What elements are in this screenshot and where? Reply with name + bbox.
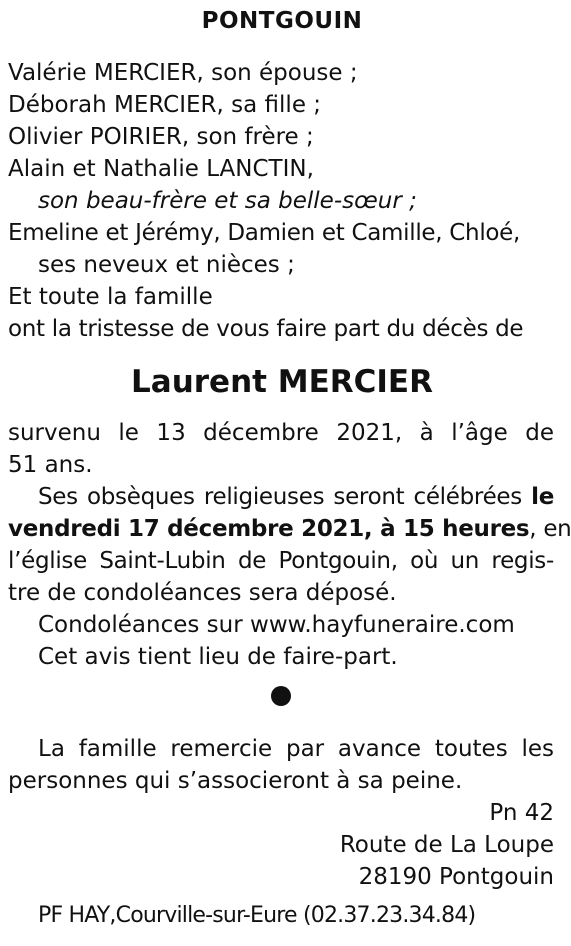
funeral-line-1: [38, 482, 554, 512]
funeral-line-4: tre de condoléances sera déposé.: [8, 580, 397, 606]
family-line-4: Alain et Nathalie LANCTIN,: [8, 156, 314, 182]
family-line-6: Emeline et Jérémy, Damien et Camille, Chloé,: [8, 220, 521, 246]
funeral-text-2: , en: [529, 516, 571, 542]
bullet-separator-icon: [271, 686, 291, 706]
family-line-3: Olivier POIRIER, son frère ;: [8, 124, 314, 150]
funeral-line-2: [8, 514, 571, 544]
family-line-9: ont la tristesse de vous faire part du décès de: [8, 316, 524, 342]
address-line-3: 28190 Pontgouin: [358, 864, 554, 890]
funeral-bold-1: le: [531, 484, 555, 510]
address-line-2: Route de La Loupe: [339, 832, 554, 858]
notice-line: Cet avis tient lieu de faire-part.: [38, 644, 398, 670]
funeral-line-3: l’église Saint-Lubin de Pontgouin, où un regis-: [8, 548, 554, 574]
family-line-5: son beau-frère et sa belle-sœur ;: [38, 188, 417, 214]
deceased-name: Laurent MERCIER: [131, 364, 433, 400]
funeral-text-1: Ses obsèques religieuses seront célébrées: [38, 484, 522, 510]
condolences-line: Condoléances sur www.hayfuneraire.com: [38, 612, 515, 638]
death-line-1: survenu le 13 décembre 2021, à l’âge de: [8, 420, 554, 446]
family-line-7: ses neveux et nièces ;: [38, 252, 295, 278]
family-line-2: Déborah MERCIER, sa fille ;: [8, 92, 322, 118]
address-line-1: Pn 42: [489, 800, 554, 826]
family-line-1: Valérie MERCIER, son épouse ;: [8, 60, 358, 86]
funeral-date: vendredi 17 décembre 2021, à 15 heures: [8, 516, 530, 542]
thanks-line-1: La famille remercie par avance toutes les: [38, 736, 554, 762]
family-line-8: Et toute la famille: [8, 284, 213, 310]
thanks-line-2: personnes qui s’associeront à sa peine.: [8, 768, 463, 794]
page-title: PONTGOUIN: [201, 8, 363, 34]
death-line-2: 51 ans.: [8, 452, 93, 478]
funeral-home-footer: PF HAY,Courville-sur-Eure (02.37.23.34.84): [38, 903, 476, 928]
